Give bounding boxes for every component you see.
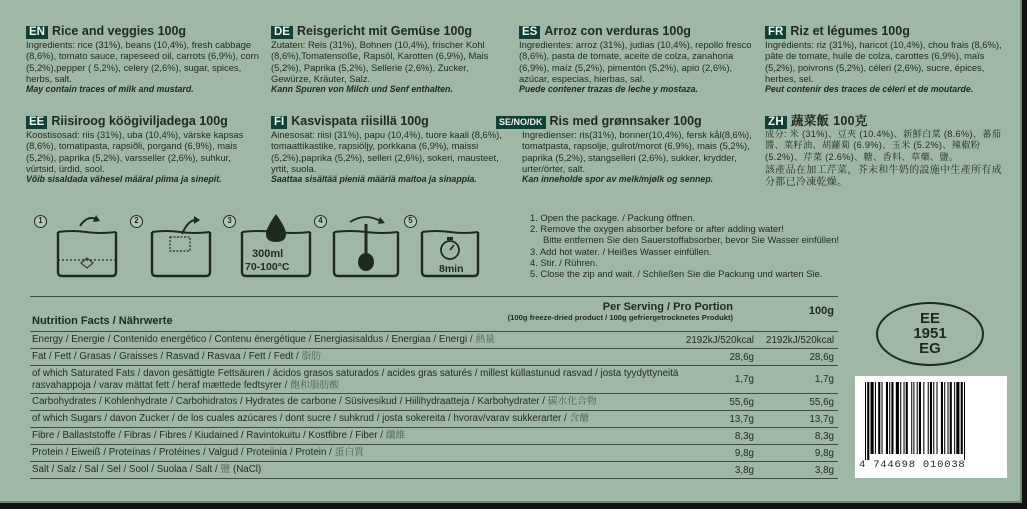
per-serving-value: 1,7g <box>734 374 754 385</box>
per-100g-value: 1,7g <box>814 374 834 385</box>
nutrition-row <box>30 394 838 411</box>
per-serving-value: 8,3g <box>734 430 754 442</box>
lang-block-ee <box>26 114 262 185</box>
barcode-bar <box>896 382 899 454</box>
barcode-bar <box>930 382 932 454</box>
product-title-ee: Riisiroog köögiviljadega 100g <box>51 114 228 128</box>
nutrition-row <box>30 462 838 479</box>
instruction-2: 2. Remove the oxygen absorber before or after adding water! <box>530 223 784 235</box>
ingredients-ee: Koostisosad: riis (31%), uba (10,4%), värske kapsas (8,6%), tomatipasta, rapsiõli, porgand (6,9%), mais (5,2%), paprika (5,2%), varsseller (2,6%), suhkur, vürtsid, ürdid, sool. <box>26 129 244 174</box>
instructions <box>530 212 839 279</box>
barcode-bars <box>865 382 997 460</box>
water-temperature: 70-100°C <box>245 261 290 273</box>
barcode-bar <box>904 382 905 454</box>
nutrient-name-zh: 碳水化合物 <box>547 396 597 408</box>
barcode-bar <box>900 382 901 454</box>
per-100g-value: 13,7g <box>809 413 834 425</box>
barcode-bar <box>913 382 914 454</box>
traces-fr: Peut contenir des traces de céleri et de moutarde. <box>765 84 974 95</box>
nutrient-label <box>32 351 696 363</box>
ingredients-en: Ingredients: rice (31%), beans (10,4%), fresh cabbage (8,6%), tomato sauce, rapeseed oil, carrots (6,9%), corn (5,2%),pepper ( 5,2%), celery (2,6%), sugar, spices, herbs, salt. <box>26 39 259 84</box>
step-number-3: 3 <box>223 215 236 228</box>
per-serving-header <box>485 301 745 322</box>
barcode-bar <box>937 382 938 454</box>
barcode-bar <box>948 382 949 454</box>
nutrient-name: Fibre / Ballaststoffe / Fibras / Fibres / Kiudained / Ravintokuitu / Kostfibre / Fiber / <box>32 430 386 442</box>
traces-de: Kann Spuren von Milch und Senf enthalten. <box>271 84 453 95</box>
lang-tag-fi: FI <box>271 116 287 129</box>
nutrient-name-zh: 鹽 <box>220 464 231 476</box>
nutrient-name-suffix: (NaCl) <box>230 464 262 476</box>
product-title-es: Arroz con verduras 100g <box>544 24 691 38</box>
nutrient-label <box>32 430 696 442</box>
step-number-4: 4 <box>314 215 327 228</box>
barcode-bar <box>933 382 934 454</box>
seal-line-1: EE <box>919 310 940 327</box>
barcode-bar <box>956 382 959 454</box>
ingredients-de: Zutaten: Reis (31%), Bohnen (10,4%), frischer Kohl (8,6%),Tomatensoße, Rapsöl, Karotten (6,9%), Mais (5,2%), Paprika (5,2%), Sellerie (2,6%), Zucker, Gewürze, Kräuter, Salz. <box>271 39 489 84</box>
instruction-1: 1. Open the package. / Packung öffnen. <box>530 212 696 223</box>
barcode-bar <box>906 382 908 454</box>
instruction-4: 4. Stir. / Rühren. <box>530 256 598 268</box>
nutrient-name-zh: 熱量 <box>475 334 495 346</box>
lang-block-de <box>271 24 503 95</box>
per-serving-value: 55,6g <box>729 396 754 408</box>
nutrition-row <box>30 428 838 445</box>
ingredients-fr: Ingrédients: riz (31%), haricot (10,4%), chou frais (8,6%), pâte de tomate, huile de colza, carottes (6,9%), maïs (5,2%), poivrons (5,2%), céleri (2,6%), sucre, épices, herbes, sel. <box>765 39 1002 84</box>
product-title-se: Ris med grønnsaker 100g <box>549 114 702 128</box>
lang-block-en <box>26 24 262 95</box>
lang-block-se <box>496 114 758 185</box>
traces-fi: Saattaa sisältää pieniä määriä maitoa ja sinappia. <box>271 174 477 185</box>
wait-time: 8min <box>439 263 464 275</box>
barcode-bar <box>889 382 890 454</box>
traces-se: Kan inneholde spor av melk/mjølk og sennep. <box>522 174 714 185</box>
lang-tag-en: EN <box>26 26 48 39</box>
nutrition-table <box>30 296 838 479</box>
nutrient-label <box>32 464 696 476</box>
product-title-fi: Kasvispata riisillä 100g <box>291 114 429 128</box>
nutrient-name: Energy / Energie / Contenido energético / Contenu énergétique / Energiasisaldus / Energiaa / Energi / <box>32 334 476 346</box>
step-number-5: 5 <box>404 215 417 228</box>
per-100g-value: 9,8g <box>814 447 834 459</box>
barcode-bar <box>941 382 943 454</box>
barcode-bar <box>911 382 912 454</box>
nutrient-name: Salt / Salz / Sal / Sel / Sool / Suolaa / Salt / <box>32 464 221 476</box>
lang-block-fi <box>271 114 503 185</box>
barcode <box>855 376 1007 478</box>
product-title-fr: Riz et légumes 100g <box>790 24 910 38</box>
barcode-bar <box>867 382 869 460</box>
barcode-bar <box>871 382 874 454</box>
nutrient-name-zh: 脂肪 <box>301 351 322 363</box>
nutrient-label <box>32 396 696 408</box>
nutrient-name: Protein / Eiweiß / Proteínas / Protéines / Valgud / Proteiinia / Protein / <box>32 447 335 459</box>
lang-tag-se: SE/NO/DK <box>496 116 546 129</box>
nutrient-name: of which Sugars / davon Zucker / de los cuales azúcares / dont sucre / suhkrud / josta sokereita / hvorav/varav sukkerarter / <box>32 413 570 425</box>
product-title-zh: 蔬菜飯 100克 <box>790 114 868 128</box>
seal-line-3: EG <box>919 340 941 357</box>
nutrient-name-zh: 蛋白質 <box>334 447 364 459</box>
seal-line-2: 1951 <box>913 325 947 342</box>
traces-ee: Võib sisaldada vähesel määral piima ja sinepit. <box>26 174 222 185</box>
lang-tag-es: ES <box>519 26 540 39</box>
ingredients-es: Ingredientes: arroz (31%), judias (10,4%), repollo fresco (8,6%), pasta de tomate, aceite de colza, zanahoria (6,9%), maíz (5,2%), pimentón (5,2%), apio (2,6%), azúcar, especias, hierbas, sal. <box>519 39 752 84</box>
ingredients-se: Ingredienser: ris(31%), bonner(10,4%), fersk kål(8,6%), tomatpasta, rapsolje, gulrot/morot (6,9%), mais (5,2%), paprika (5,2%), stangselleri (2,6%), sukker, krydder, urter/örter, salt. <box>522 129 752 174</box>
ingredients-zh: 成分: 米 (31%)、豆夾 (10.4%)、新鮮白菜 (8.6%)、蕃茄醬、菜籽油、胡蘿蔔 (6.9%)、玉米 (5.2%)、辣椒粉 (5.2%)、芹菜 (2.6%)、糖、香料、草藥、鹽。 <box>765 129 1002 162</box>
step-number-1: 1 <box>34 215 47 228</box>
open-package-icon <box>52 212 122 280</box>
nutrition-header <box>30 297 838 332</box>
per-100g-value: 3,8g <box>814 464 834 476</box>
water-amount: 300ml <box>252 248 284 260</box>
per-100g-value: 55,6g <box>809 396 834 408</box>
lang-tag-zh: ZH <box>765 116 787 129</box>
lang-block-es <box>519 24 757 95</box>
traces-zh: 該產品在加工芹菜，芥末和牛奶的設施中生產所有成分都已冷凍乾燥。 <box>765 164 1002 188</box>
per-serving-value: 28,6g <box>729 351 754 363</box>
barcode-bar <box>878 382 880 454</box>
per-serving-note: (100g freeze-dried product / 100g gefriergetrocknetes Produkt) <box>507 313 733 322</box>
per-serving-value: 13,7g <box>729 413 754 425</box>
lang-tag-ee: EE <box>26 116 47 129</box>
traces-en: May contain traces of milk and mustard. <box>26 84 194 95</box>
nutrient-label <box>32 368 696 391</box>
nutrition-row <box>30 445 838 462</box>
product-title-de: Reisgericht mit Gemüse 100g <box>296 24 473 38</box>
nutrition-title: Nutrition Facts / Nährwerte <box>32 315 173 327</box>
nutrition-row <box>30 411 838 428</box>
nutrition-row <box>30 366 838 394</box>
lang-tag-de: DE <box>271 26 293 39</box>
nutrient-label <box>32 447 696 459</box>
per-serving-value: 2192kJ/520kcal <box>685 334 754 346</box>
nutrient-label <box>32 413 696 425</box>
instruction-5: 5. Close the zip and wait. / Schließen Sie die Packung und warten Sie. <box>530 268 823 280</box>
instruction-3: 3. Add hot water. / Heißes Wasser einfüllen. <box>530 245 712 257</box>
per-100g-value: 8,3g <box>814 430 834 442</box>
ingredients-fi: Ainesosat: riisi (31%), papu (10,4%), tuore kaali (8,6%), tomaattikastike, rapsiöljy, porkkana (6,9%), maissi (5,2%),paprika (5,2%), selleri (2,6%), sokeri, mausteet, yrtit, suola. <box>271 129 502 174</box>
health-mark-seal <box>876 302 984 366</box>
per-100g-value: 2192kJ/520kcal <box>766 334 835 346</box>
barcode-bar <box>964 382 965 460</box>
step-number-2: 2 <box>130 215 143 228</box>
barcode-bar <box>865 382 866 460</box>
per-serving-value: 3,8g <box>734 464 754 476</box>
per-serving-label: Per Serving / Pro Portion <box>602 301 733 313</box>
preparation-steps <box>30 212 464 292</box>
barcode-bar <box>961 382 963 454</box>
barcode-bar <box>944 382 945 454</box>
nutrient-name: Carbohydrates / Kohlenhydrate / Carbohidratos / Hydrates de carbone / Süsivesikud / Hiilihydraatteja / Karbohydrater / <box>32 396 548 408</box>
lang-tag-fr: FR <box>765 26 786 39</box>
lang-block-fr <box>765 24 1005 95</box>
nutrient-name-zh: 纖維 <box>385 430 406 442</box>
nutrition-row <box>30 349 838 366</box>
nutrition-row <box>30 332 838 349</box>
barcode-bar <box>923 382 924 454</box>
barcode-bar <box>891 382 893 454</box>
barcode-bar <box>950 382 952 454</box>
remove-absorber-icon <box>146 212 216 280</box>
barcode-bar <box>954 382 955 454</box>
barcode-bar <box>928 382 929 454</box>
nutrient-label <box>32 334 576 346</box>
instruction-2-de: Bitte entfernen Sie den Sauerstoffabsorber, bevor Sie Wasser einfüllen! <box>543 234 840 246</box>
product-title-en: Rice and veggies 100g <box>51 24 187 38</box>
barcode-number: 4 744698 010038 <box>859 459 966 471</box>
barcode-bar <box>875 382 876 454</box>
barcode-bar <box>917 382 918 454</box>
nutrient-name-zh: 含醣 <box>569 413 590 425</box>
per-serving-value: 9,8g <box>734 447 754 459</box>
nutrient-name-zh: 飽和脂肪酸 <box>290 379 340 391</box>
per-100g-value: 28,6g <box>809 351 834 363</box>
traces-es: Puede contener trazas de leche y mostaza. <box>519 84 698 95</box>
per-100g-header: 100g <box>808 305 834 317</box>
barcode-bar <box>882 382 883 454</box>
stir-icon <box>330 212 402 280</box>
lang-block-zh <box>765 114 1010 189</box>
nutrient-name: of which Saturated Fats / davon gesättigte Fettsäuren / ácidos grasos saturados / acides gras saturés / millest küllastunud rasvad / josta tyydyttyneitä rasvahappoja / varav mättat fett / heraf mættede fedtsyrer / <box>32 368 679 391</box>
barcode-bar <box>919 382 921 454</box>
barcode-bar <box>886 382 888 454</box>
nutrient-name: Fat / Fett / Grasas / Graisses / Rasvad / Rasvaa / Fett / Fedt / <box>32 351 302 363</box>
